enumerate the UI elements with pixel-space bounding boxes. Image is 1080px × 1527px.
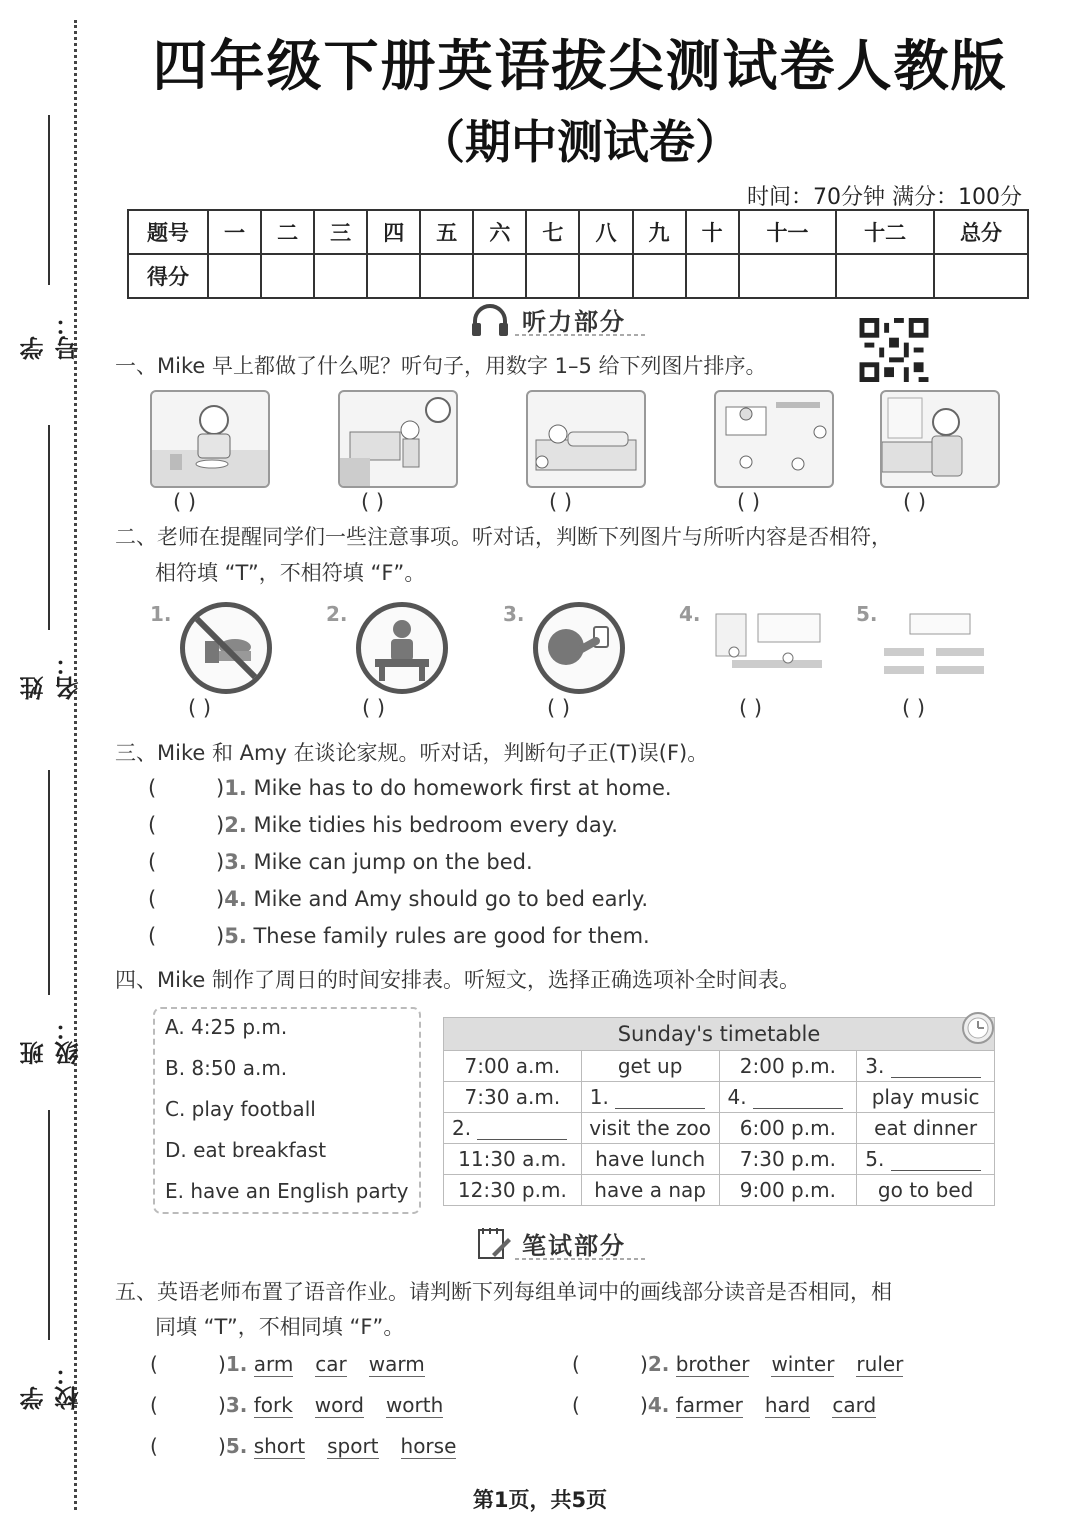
answer-blank[interactable] (891, 1057, 981, 1078)
q2-answer-paren[interactable]: ( ) (739, 696, 763, 720)
blank-number: 5. (865, 1147, 885, 1171)
score-header-cell: 总分 (934, 210, 1028, 254)
q2-item-number: 1. (150, 602, 172, 626)
score-cell[interactable] (208, 254, 261, 298)
blank-number: 1. (589, 1085, 609, 1109)
q3-instruction: 三、Mike 和 Amy 在谈论家规。听对话，判断句子正(T)误(F)。 (115, 741, 709, 765)
q5-item-number: 1. (225, 1352, 248, 1376)
timetable-cell: have a nap (581, 1175, 719, 1206)
writing-section-heading: 笔试部分 (522, 1232, 626, 1260)
q5-item-number: 5. (225, 1434, 248, 1458)
q3-statement[interactable]: ( )5. These family rules are good for them. (148, 924, 650, 948)
student-at-desk-icon (356, 602, 448, 694)
q5-word: horse (400, 1434, 457, 1458)
blank-number: 4. (727, 1085, 747, 1109)
name-blank-line (48, 425, 50, 630)
q3-statement-text: Mike has to do homework first at home. (253, 776, 672, 800)
q5-item-number: 3. (225, 1393, 248, 1417)
q5-word: car (315, 1352, 347, 1376)
score-cell[interactable] (686, 254, 739, 298)
q5-word: winter (771, 1352, 835, 1376)
score-cell[interactable] (526, 254, 579, 298)
q3-statement-number: 4. (224, 887, 247, 911)
timetable-blank-cell[interactable] (581, 1082, 719, 1113)
table-row (444, 1144, 995, 1175)
score-header-cell: 三 (314, 210, 367, 254)
score-header-cell: 八 (579, 210, 632, 254)
class-label: 班级： (20, 1017, 83, 1065)
q5-word: fork (253, 1393, 293, 1417)
q5-word: card (832, 1393, 877, 1417)
timetable-cell: 7:30 p.m. (719, 1144, 857, 1175)
q5-word: brother (675, 1352, 750, 1376)
timetable-cell: 6:00 p.m. (719, 1113, 857, 1144)
q5-instruction-line1: 五、英语老师布置了语音作业。请判断下列每组单词中的画线部分读音是否相同，相 (115, 1280, 892, 1304)
score-header-cell: 十二 (836, 210, 934, 254)
q5-word: ruler (856, 1352, 904, 1376)
timetable-blank-cell[interactable] (719, 1082, 857, 1113)
table-row (444, 1113, 995, 1144)
score-header-cell: 六 (473, 210, 526, 254)
q4-instruction: 四、Mike 制作了周日的时间安排表。听短文，选择正确选项补全时间表。 (115, 968, 800, 992)
number-label: 学号： (20, 312, 83, 360)
q5-item[interactable]: ( )4. farmer hard card (572, 1393, 877, 1417)
timetable-cell: 12:30 p.m. (444, 1175, 582, 1206)
timetable-cell: get up (581, 1051, 719, 1082)
q5-word: worth (385, 1393, 444, 1417)
score-cell[interactable] (739, 254, 837, 298)
page-subtitle: （期中测试卷） (419, 115, 741, 169)
score-cell[interactable] (314, 254, 367, 298)
q3-statement[interactable]: ( )3. Mike can jump on the bed. (148, 850, 533, 874)
q4-option: A. 4:25 p.m. (165, 1015, 288, 1039)
q1-picture-washing-face (880, 390, 1000, 488)
timetable-cell: go to bed (857, 1175, 995, 1206)
q2-picture-classroom-desks (712, 608, 828, 688)
q3-statement-text: Mike can jump on the bed. (253, 850, 533, 874)
q5-word: farmer (675, 1393, 743, 1417)
q3-statement-number: 2. (224, 813, 247, 837)
q4-option: D. eat breakfast (165, 1138, 327, 1162)
timetable-cell: eat dinner (857, 1113, 995, 1144)
q1-answer-paren[interactable]: ( ) (173, 490, 197, 514)
score-header-cell: 十 (686, 210, 739, 254)
q1-picture-sleeping (526, 390, 646, 488)
q3-statement[interactable]: ( )2. Mike tidies his bedroom every day. (148, 813, 618, 837)
q5-item[interactable]: ( )1. arm car warm (150, 1352, 425, 1376)
timetable-cell: 2:00 p.m. (719, 1051, 857, 1082)
q5-item[interactable]: ( )2. brother winter ruler (572, 1352, 904, 1376)
answer-blank[interactable] (753, 1088, 843, 1109)
timetable-cell: play music (857, 1082, 995, 1113)
blank-number: 2. (452, 1116, 472, 1140)
q5-word: hard (764, 1393, 811, 1417)
q2-item-number: 2. (326, 602, 348, 626)
score-header-cell: 二 (261, 210, 314, 254)
q2-instruction-line1: 二、老师在提醒同学们一些注意事项。听对话，判断下列图片与所听内容是否相符， (115, 525, 892, 549)
score-cell[interactable] (836, 254, 934, 298)
q4-options-box (153, 1007, 421, 1214)
notepad-pencil-icon (476, 1226, 512, 1260)
headphones-icon (470, 303, 510, 337)
score-cell[interactable] (579, 254, 632, 298)
timetable-blank-cell[interactable] (857, 1051, 995, 1082)
q2-item-number: 4. (679, 602, 701, 626)
turn-off-light-icon (533, 602, 625, 694)
score-table-score-row (128, 254, 1028, 298)
timetable-cell: 11:30 a.m. (444, 1144, 582, 1175)
q3-statement-text: These family rules are good for them. (253, 924, 650, 948)
q2-answer-paren[interactable]: ( ) (547, 696, 571, 720)
page-title: 四年级下册英语拔尖测试卷人教版 (152, 34, 1008, 98)
q1-answer-paren[interactable]: ( ) (549, 490, 573, 514)
q2-answer-paren[interactable]: ( ) (188, 696, 212, 720)
q2-item-number: 3. (503, 602, 525, 626)
heading-underline (515, 332, 645, 338)
timetable-blank-cell[interactable] (857, 1144, 995, 1175)
q2-item-number: 5. (856, 602, 878, 626)
school-label: 学校： (20, 1362, 83, 1410)
q5-item-number: 4. (647, 1393, 670, 1417)
class-blank-line (48, 770, 50, 995)
timetable-cell: have lunch (581, 1144, 719, 1175)
q3-statement-number: 1. (224, 776, 247, 800)
answer-blank[interactable] (615, 1088, 705, 1109)
q1-picture-getting-up (338, 390, 458, 488)
q2-answer-paren[interactable]: ( ) (362, 696, 386, 720)
score-header-cell: 五 (420, 210, 473, 254)
q5-item-number: 2. (647, 1352, 670, 1376)
timetable-cell: visit the zoo (581, 1113, 719, 1144)
score-header-cell: 十一 (739, 210, 837, 254)
timetable-cell: 9:00 p.m. (719, 1175, 857, 1206)
q3-statement-text: Mike and Amy should go to bed early. (253, 887, 649, 911)
score-cell[interactable] (420, 254, 473, 298)
q2-instruction-line2: 相符填 “T”，不相符填 “F”。 (155, 561, 426, 585)
table-row (444, 1051, 995, 1082)
q3-statement-number: 3. (224, 850, 247, 874)
q5-word: word (314, 1393, 364, 1417)
clock-icon (958, 1011, 998, 1045)
score-header-cell: 九 (633, 210, 686, 254)
q1-answer-paren[interactable]: ( ) (361, 490, 385, 514)
q4-option: C. play football (165, 1097, 316, 1121)
no-junk-food-icon (180, 602, 272, 694)
score-cell[interactable] (934, 254, 1028, 298)
q4-option: E. have an English party (165, 1179, 409, 1203)
q1-picture-classroom (714, 390, 834, 488)
q5-item[interactable]: ( )5. short sport horse (150, 1434, 457, 1458)
q1-answer-paren[interactable]: ( ) (737, 490, 761, 514)
blank-number: 3. (865, 1054, 885, 1078)
score-cell[interactable] (261, 254, 314, 298)
q5-word: sport (327, 1434, 379, 1458)
time-info: 时间：70分钟 满分：100分 (747, 185, 1022, 210)
name-label: 姓名： (20, 652, 83, 700)
table-row (444, 1082, 995, 1113)
sunday-timetable (443, 1017, 995, 1206)
q1-instruction: 一、Mike 早上都做了什么呢？听句子，用数字 1–5 给下列图片排序。 (115, 354, 767, 378)
q5-instruction-line2: 同填 “T”，不相同填 “F”。 (155, 1315, 405, 1339)
q3-statement[interactable]: ( )1. Mike has to do homework first at home. (148, 776, 672, 800)
q3-statement-text: Mike tidies his bedroom every day. (253, 813, 618, 837)
q5-word: arm (253, 1352, 294, 1376)
answer-blank[interactable] (891, 1150, 981, 1171)
timetable-cell: 7:30 a.m. (444, 1082, 582, 1113)
qr-code-icon[interactable] (859, 318, 929, 382)
score-cell[interactable] (473, 254, 526, 298)
score-cell[interactable] (633, 254, 686, 298)
binding-dotted-line (74, 20, 77, 1510)
q2-answer-paren[interactable]: ( ) (902, 696, 926, 720)
q3-statement-number: 5. (224, 924, 247, 948)
timetable-title: Sunday's timetable (444, 1018, 995, 1051)
score-row-label: 得分 (128, 254, 208, 298)
q1-answer-paren[interactable]: ( ) (903, 490, 927, 514)
heading-underline (515, 1256, 645, 1262)
school-blank-line (48, 1110, 50, 1340)
q3-statement[interactable]: ( )4. Mike and Amy should go to bed early. (148, 887, 649, 911)
q5-word: short (253, 1434, 306, 1458)
q5-word: warm (368, 1352, 425, 1376)
score-table-header-row (128, 210, 1028, 254)
q2-picture-empty-classroom (880, 608, 990, 688)
timetable-blank-cell[interactable] (444, 1113, 582, 1144)
answer-blank[interactable] (477, 1119, 567, 1140)
q1-picture-eating-breakfast (150, 390, 270, 488)
score-header-cell: 一 (208, 210, 261, 254)
listening-section-heading: 听力部分 (522, 308, 626, 336)
score-header-cell: 题号 (128, 210, 208, 254)
score-header-cell: 七 (526, 210, 579, 254)
score-header-cell: 四 (367, 210, 420, 254)
q5-item[interactable]: ( )3. fork word worth (150, 1393, 444, 1417)
timetable-cell: 7:00 a.m. (444, 1051, 582, 1082)
score-table (127, 209, 1029, 299)
table-row (444, 1175, 995, 1206)
score-cell[interactable] (367, 254, 420, 298)
page-number: 第1页，共5页 (472, 1488, 608, 1512)
q4-option: B. 8:50 a.m. (165, 1056, 288, 1080)
